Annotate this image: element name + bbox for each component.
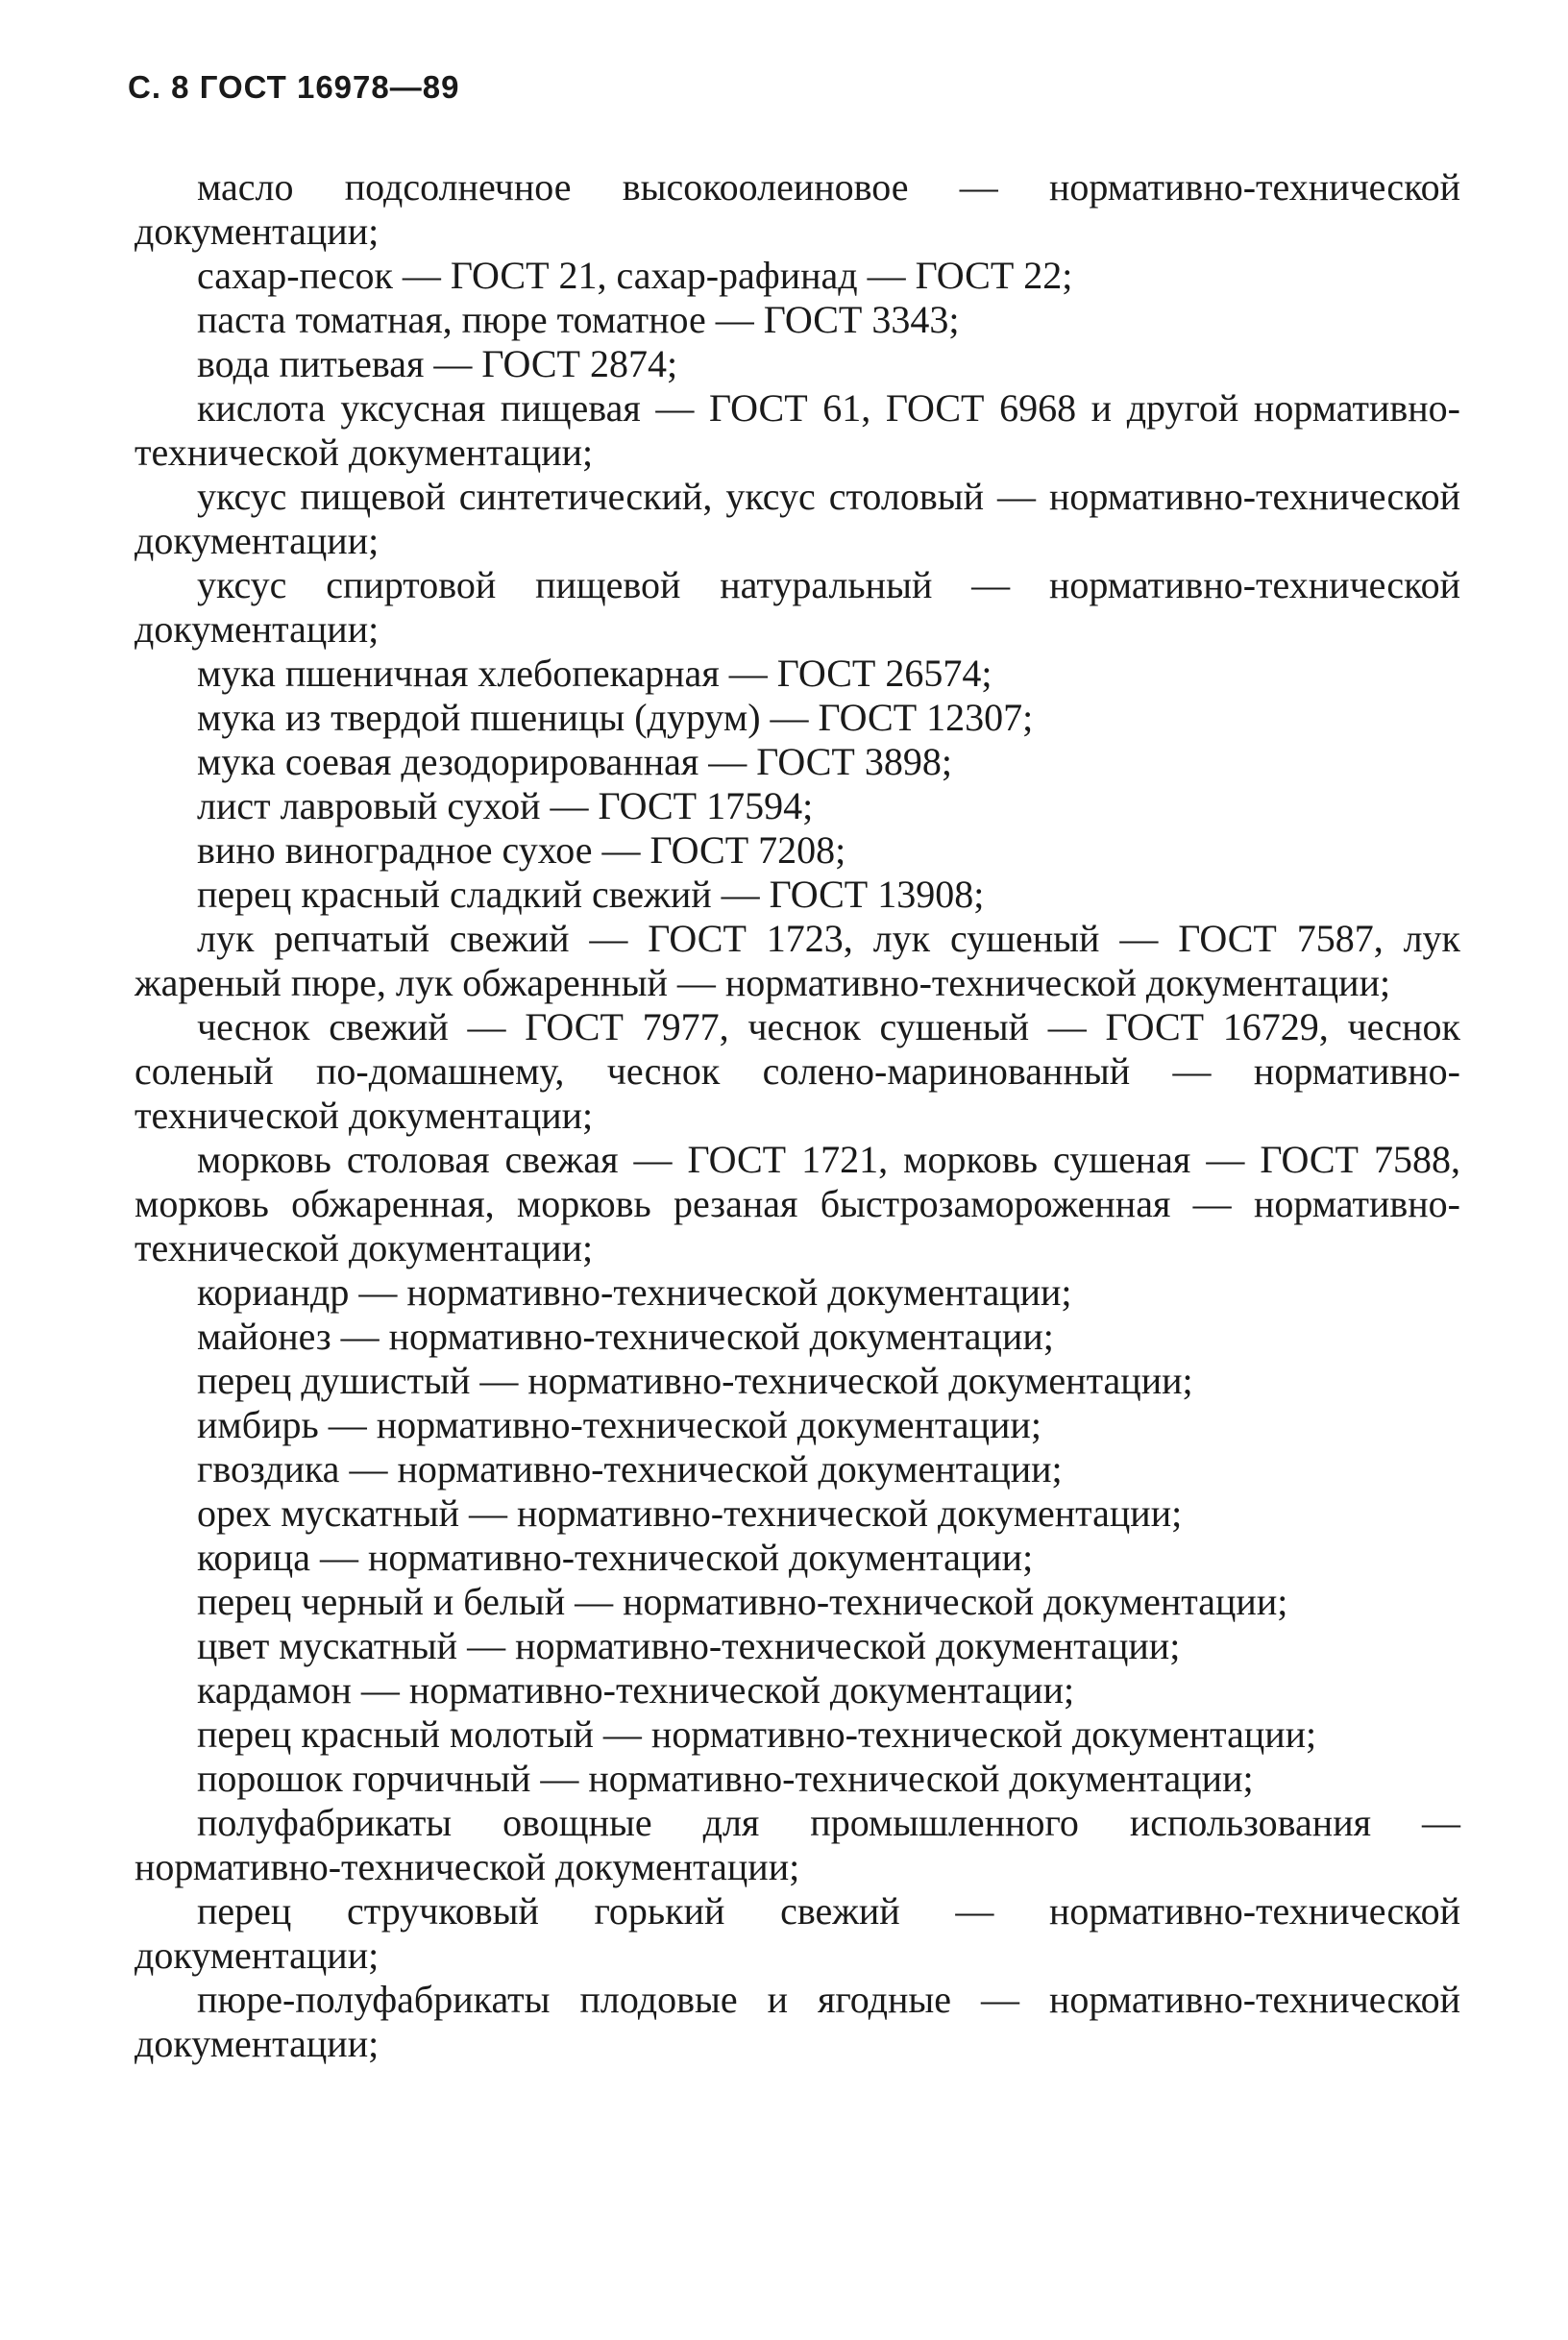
list-item: пюре-полуфабрикаты плодовые и ягодные — нормативно-технической документации;: [135, 1978, 1460, 2065]
list-item: перец душистый — нормативно-технической документации;: [197, 1359, 1193, 1402]
list-item: лук репчатый свежий — ГОСТ 1723, лук сушеный — ГОСТ 7587, лук жареный пюре, лук обжаренный — нормативно-технической документации;: [135, 917, 1460, 1004]
list-item: морковь столовая свежая — ГОСТ 1721, морковь сушеная — ГОСТ 7588, морковь обжаренная, морковь резаная быстрозамороженная — нормативно-технической документации;: [135, 1138, 1460, 1269]
list-item: вода питьевая — ГОСТ 2874;: [197, 342, 678, 385]
list-item: уксус пищевой синтетический, уксус столовый — нормативно-технической документации;: [135, 475, 1460, 562]
list-item: перец черный и белый — нормативно-технической документации;: [197, 1580, 1288, 1623]
list-item: уксус спиртовой пищевой натуральный — нормативно-технической документации;: [135, 563, 1460, 651]
list-item: сахар-песок — ГОСТ 21, сахар-рафинад — ГОСТ 22;: [197, 254, 1073, 297]
list-item: майонез — нормативно-технической документации;: [197, 1315, 1054, 1358]
list-item: чеснок свежий — ГОСТ 7977, чеснок сушеный — ГОСТ 16729, чеснок соленый по-домашнему, чеснок солено-маринованный — нормативно-технической документации;: [135, 1005, 1460, 1137]
list-item: гвоздика — нормативно-технической документации;: [197, 1447, 1063, 1490]
list-item: мука пшеничная хлебопекарная — ГОСТ 26574;: [197, 652, 992, 695]
list-item: имбирь — нормативно-технической документации;: [197, 1403, 1041, 1446]
list-item: кислота уксусная пищевая — ГОСТ 61, ГОСТ 6968 и другой нормативно-технической документации;: [135, 386, 1460, 474]
list-item: цвет мускатный — нормативно-технической документации;: [197, 1624, 1181, 1667]
list-item: лист лавровый сухой — ГОСТ 17594;: [197, 784, 814, 827]
list-item: мука из твердой пшеницы (дурум) — ГОСТ 12307;: [197, 696, 1034, 739]
list-item: мука соевая дезодорированная — ГОСТ 3898;: [197, 740, 952, 783]
list-item: масло подсолнечное высокоолеиновое — нормативно-технической документации;: [135, 165, 1460, 253]
list-item: орех мускатный — нормативно-технической документации;: [197, 1491, 1183, 1535]
list-item: корица — нормативно-технической документации;: [197, 1536, 1034, 1579]
list-item: кардамон — нормативно-технической документации;: [197, 1668, 1075, 1712]
list-item: вино виноградное сухое — ГОСТ 7208;: [197, 828, 846, 872]
list-item: паста томатная, пюре томатное — ГОСТ 3343;: [197, 298, 960, 341]
page-header: С. 8 ГОСТ 16978—89: [128, 69, 460, 105]
list-item: полуфабрикаты овощные для промышленного использования — нормативно-технической документации;: [135, 1801, 1460, 1888]
list-item: перец стручковый горький свежий — нормативно-технической документации;: [135, 1889, 1460, 1977]
list-item: порошок горчичный — нормативно-технической документации;: [197, 1757, 1254, 1800]
document-body: [135, 165, 1460, 2066]
list-item: кориандр — нормативно-технической документации;: [197, 1270, 1072, 1314]
list-item: перец красный сладкий свежий — ГОСТ 13908;: [197, 873, 985, 916]
list-item: перец красный молотый — нормативно-технической документации;: [197, 1712, 1317, 1756]
